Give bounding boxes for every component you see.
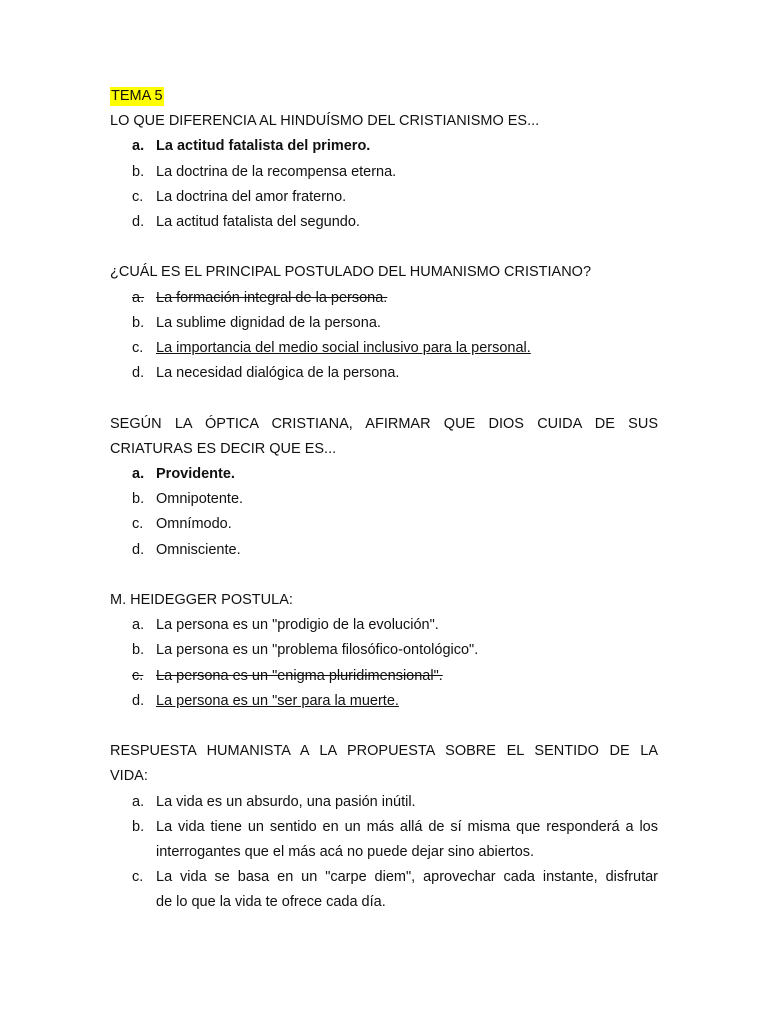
option-text: La doctrina del amor fraterno. [156, 188, 347, 205]
question-5-option-c [110, 865, 658, 915]
prompt-line: SEGÚN LA ÓPTICA CRISTIANA, AFIRMAR QUE DIOS CUIDA DE SUS [110, 415, 658, 432]
question-4-prompt: M. HEIDEGGER POSTULA: [110, 592, 293, 609]
option-letter: b. [132, 163, 145, 180]
option-text: La importancia del medio social inclusivo para la personal. [156, 340, 531, 357]
question-5-prompt [110, 739, 658, 789]
option-text: Omnipotente. [156, 491, 244, 508]
option-text: La vida tiene un sentido en un más allá de sí misma que responderá a los [156, 818, 658, 835]
option-letter: d. [132, 541, 145, 558]
option-text: La persona es un "ser para la muerte. [156, 692, 399, 709]
option-letter: d. [132, 214, 145, 231]
option-letter: c. [132, 340, 144, 357]
option-letter: c. [132, 188, 144, 205]
spacer [110, 714, 658, 739]
question-1-option-d [110, 210, 658, 235]
option-text: Omnímodo. [156, 516, 232, 533]
question-3-prompt [110, 412, 658, 462]
option-text: Omnisciente. [156, 541, 241, 558]
prompt-line: RESPUESTA HUMANISTA A LA PROPUESTA SOBRE EL SENTIDO DE LA [110, 743, 658, 760]
question-4-option-d [110, 689, 658, 714]
question-1-option-c [110, 185, 658, 210]
option-text: de lo que la vida te ofrece cada día. [156, 894, 386, 911]
option-letter: c. [132, 869, 144, 886]
option-text: La persona es un "problema filosófico-ontológico". [156, 642, 479, 659]
spacer [110, 563, 658, 588]
option-letter: b. [132, 642, 145, 659]
option-text: La doctrina de la recompensa eterna. [156, 163, 397, 180]
question-1-option-a [110, 134, 658, 159]
option-letter: b. [132, 314, 145, 331]
prompt-line: CRIATURAS ES DECIR QUE ES... [110, 440, 337, 457]
option-text: La vida se basa en un "carpe diem", aprovechar cada instante, disfrutar [156, 869, 658, 886]
option-letter: a. [132, 289, 145, 306]
option-letter: c. [132, 516, 144, 533]
question-2-option-a [110, 286, 658, 311]
question-3-option-c [110, 512, 658, 537]
option-letter: b. [132, 818, 145, 835]
option-letter: b. [132, 491, 145, 508]
option-text: La persona es un "enigma pluridimensional". [156, 667, 443, 684]
question-5-option-b [110, 815, 658, 865]
document-page [110, 84, 658, 916]
option-letter: a. [132, 793, 145, 810]
prompt-line: VIDA: [110, 768, 148, 785]
option-letter: a. [132, 138, 145, 155]
option-text: La necesidad dialógica de la persona. [156, 365, 400, 382]
question-3-option-b [110, 487, 658, 512]
spacer [110, 386, 658, 411]
option-text: La actitud fatalista del primero. [156, 138, 371, 155]
option-text: interrogantes que el más acá no puede dejar sino abiertos. [156, 844, 535, 861]
option-letter: a. [132, 617, 145, 634]
option-text: La formación integral de la persona. [156, 289, 388, 306]
question-4-option-b [110, 638, 658, 663]
question-1-option-b [110, 160, 658, 185]
option-text: La sublime dignidad de la persona. [156, 314, 381, 331]
spacer [110, 235, 658, 260]
question-2-option-b [110, 311, 658, 336]
option-letter: a. [132, 466, 145, 483]
question-2-option-d [110, 361, 658, 386]
question-3-option-a [110, 462, 658, 487]
question-2-option-c [110, 336, 658, 361]
option-text: La persona es un "prodigio de la evolución". [156, 617, 439, 634]
question-4-option-a [110, 613, 658, 638]
question-5-option-a [110, 790, 658, 815]
option-letter: d. [132, 365, 145, 382]
question-4-option-c [110, 664, 658, 689]
option-text: La actitud fatalista del segundo. [156, 214, 360, 231]
option-text: La vida es un absurdo, una pasión inútil. [156, 793, 416, 810]
option-letter: c. [132, 667, 144, 684]
topic-title-highlight: TEMA 5 [111, 88, 163, 104]
question-2-prompt: ¿CUÁL ES EL PRINCIPAL POSTULADO DEL HUMANISMO CRISTIANO? [110, 264, 592, 281]
question-1-prompt: LO QUE DIFERENCIA AL HINDUÍSMO DEL CRISTIANISMO ES... [110, 113, 540, 130]
topic-heading [110, 84, 658, 109]
question-3-option-d [110, 538, 658, 563]
option-text: Providente. [156, 466, 235, 483]
option-letter: d. [132, 692, 145, 709]
